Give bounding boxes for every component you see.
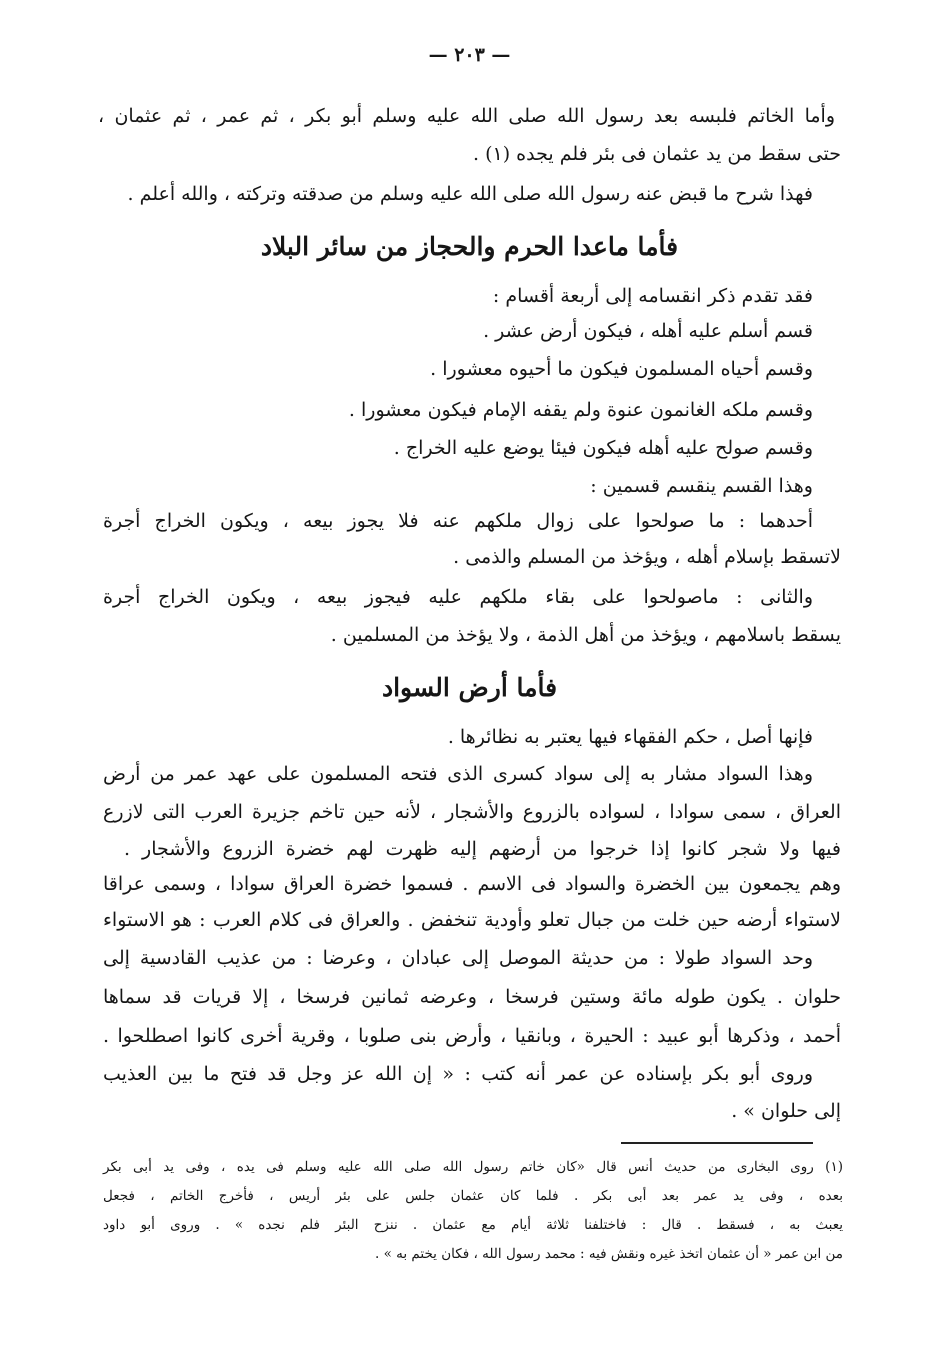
text-line: وهذا القسم ينقسم قسمين :	[590, 475, 813, 497]
text-line: وقسم ملكه الغانمون عنوة ولم يقفه الإمام فيكون معشورا .	[348, 399, 813, 421]
text-line: وحد السواد طولا : من حديثة الموصل إلى عبادان ، وعرضا : من عذيب القادسية إلى	[103, 947, 813, 969]
footnote-line: (١) روى البخارى من حديث أنس قال «كان خاتم رسول الله صلى الله عليه وسلم فى يده ، وفى يد أبى بكر	[103, 1159, 843, 1175]
text-line: والثانى : ماصولحوا على بقاء ملكهم عليه فيجوز بيعه ، ويكون الخراج أجرة	[103, 586, 813, 608]
text-line: وهم يجمعون بين الخضرة والسواد فى الاسم . فسموا خضرة العراق سوادا ، وسمى عراقا	[103, 873, 841, 895]
text-line: وقسم أحياه المسلمون فيكون ما أحيوه معشورا .	[430, 358, 813, 380]
text-line: أحدهما : ما صولحوا على زوال ملكهم عنه فلا يجوز بيعه ، ويكون الخراج أجرة	[103, 510, 813, 532]
text-line: أحمد ، وذكرها أبو عبيد : الحيرة ، وبانقيا ، وأرض بنى صلوبا ، وقرية أخرى كانوا اصطلحوا .	[103, 1025, 841, 1047]
footnote-separator	[621, 1142, 813, 1144]
text-line: وقسم صولح عليه أهله فيكون فيئا يوضع عليه الخراج .	[393, 437, 813, 459]
text-line: فهذا شرح ما قبض عنه رسول الله صلى الله عليه وسلم من صدقته وتركته ، والله أعلم .	[127, 183, 813, 205]
text-line: قسم أسلم عليه أهله ، فيكون أرض عشر .	[483, 320, 813, 342]
text-line: إلى حلوان » .	[731, 1100, 841, 1122]
text-line: فيها ولا شجر كانوا إذا خرجوا من أرضهم إليه ظهرت لهم خضرة الزروع والأشجار .	[124, 838, 841, 860]
footnote-line: من ابن عمر « أن عثمان اتخذ غيره ونقش فيه : محمد رسول الله ، فكان يختم به » .	[374, 1246, 843, 1262]
page-number: — ٢٠٣ —	[428, 44, 511, 66]
text-line: حتى سقط من يد عثمان فى بئر فلم يجده (١) .	[473, 143, 841, 165]
section-heading: فأما ماعدا الحرم والحجاز من سائر البلاد	[260, 232, 679, 261]
section-heading: فأما أرض السواد	[381, 673, 558, 702]
text-line: وروى أبو بكر بإسناده عن عمر أنه كتب : « إن الله عز وجل قد فتح ما بين العذيب	[103, 1063, 813, 1085]
text-line: حلوان . يكون طوله مائة وستين فرسخا ، وعرضه ثمانين فرسخا ، إلا قريات قد سماها	[103, 986, 841, 1008]
footnote-line: يعبث به ، فسقط . قال : فاختلفنا ثلاثة أيام مع عثمان . ننزح البئر فلم نجده » . وروى أبو داود	[103, 1217, 843, 1233]
text-line: وهذا السواد مشار به إلى سواد كسرى الذى فتحه المسلمون على عهد عمر من أرض	[103, 763, 813, 785]
text-line: يسقط باسلامهم ، ويؤخذ من أهل الذمة ، ولا يؤخذ من المسلمين .	[330, 624, 841, 646]
text-line: وأما الخاتم فلبسه بعد رسول الله صلى الله عليه وسلم أبو بكر ، ثم عمر ، ثم عثمان ،	[98, 105, 835, 127]
text-line: فإنها أصل ، حكم الفقهاء فيها يعتبر به نظائرها .	[447, 726, 813, 748]
text-line: لاتسقط بإسلام أهله ، ويؤخذ من المسلم والذمى .	[453, 546, 841, 568]
footnote-line: بعده ، وفى يد عمر بعد أبى بكر . فلما كان عثمان جلس على بئر أريس ، فأخرج الخاتم ، فجعل	[103, 1188, 843, 1204]
text-line: العراق ، سمى سوادا ، لسواده بالزروع والأشجار ، لأنه حين تاخم جزيرة العرب التى لازرع	[103, 801, 841, 823]
text-line: فقد تقدم ذكر انقسامه إلى أربعة أقسام :	[492, 285, 813, 307]
text-line: لاستواء أرضه حين خلت من جبال تعلو وأودية تنخفض . والعراق فى كلام العرب : هو الاستواء	[103, 909, 841, 931]
